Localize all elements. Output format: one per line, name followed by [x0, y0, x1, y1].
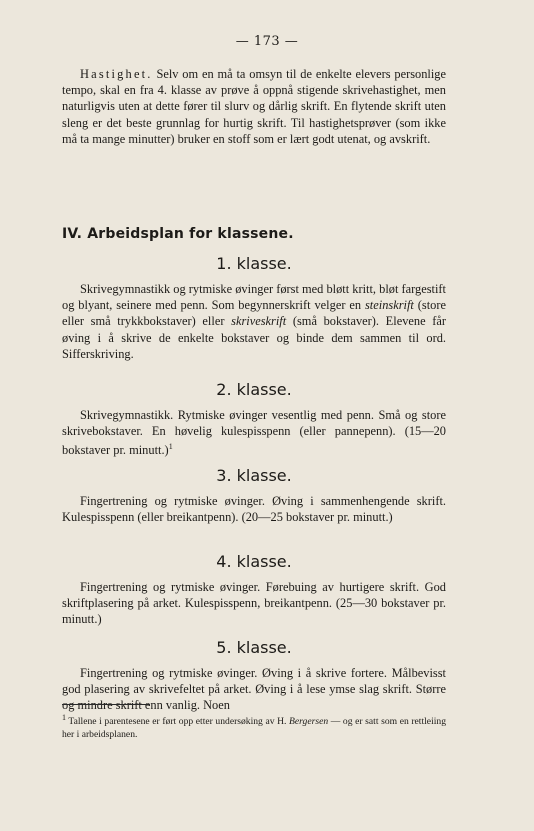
class-4-heading: 4. klasse.: [216, 552, 292, 571]
class-5-text: Fingertrening og rytmiske øvinger. Øving i å skrive fortere. Målbevisst god plasering av skrivefeltet på arket. Øving i å lese ymse slag skrift. Større og mindre skrift enn vanlig. Noen: [62, 666, 446, 713]
class-1-section: [62, 254, 446, 362]
class-1-heading: 1. klasse.: [216, 254, 292, 273]
class-3-text: Fingertrening og rytmiske øvinger. Øving i sammenhengende skrift. Kulespisspenn (eller breikantpenn). (20—25 bokstaver pr. minutt.): [62, 494, 446, 525]
class-2-text: Skrivegymnastikk. Rytmiske øvinger vesentlig med penn. Små og store skrivebokstaver. En høvelig kulespisspenn (eller pannepenn). (15—20 bokstaver pr. minutt.)$^1$: [62, 408, 446, 458]
class-1-text: Skrivegymnastikk og rytmiske øvinger først med bløtt kritt, bløt fargestift og blyant, seinere med penn. Som begynnerskrift velger en steinskrift (store eller små trykkbokstaver) eller skriveskrift (små bokstaver). Elevene får øving i å skrive de enkelte bokstaver og binde dem sammen til ord. Sifferskriving.: [62, 282, 446, 361]
hastighet-body: Selv om en må ta omsyn til de enkelte elevers personlige tempo, skal en fra 4. klasse av prøve å oppnå stigende skrivehastighet, men naturligvis uten at dette fører til slurv og dårlig skrift. En flytende skrift uten sleng er det beste grunnlag for hurtig skrift. Til hastighetsprøver (som ikke må ta mange minutter) bruker en stoff som er lært godt utenat, og avskrift.: [62, 67, 446, 146]
class-5-heading: 5. klasse.: [216, 638, 292, 657]
section-heading: IV. Arbeidsplan for klassene.: [62, 226, 294, 242]
page-number: — 173 —: [235, 34, 299, 49]
footnote-reference: 1: [168, 442, 173, 452]
class-4-text: Fingertrening og rytmiske øvinger. Førebuing av hurtigere skrift. God skriftplasering på arket. Kulespisspenn, breikantpenn. (25—30 bokstaver pr. minutt.): [62, 580, 446, 627]
footnote-mark: 1: [62, 713, 66, 722]
class-4-section: [62, 552, 446, 628]
hastighet-paragraph: [62, 66, 446, 147]
class-2-section: [62, 380, 446, 459]
class-3-section: [62, 466, 446, 525]
section-heading-block: [62, 226, 446, 242]
footnote-rule: [62, 704, 150, 705]
footnote: $^1$ Tallene i parentesene er ført opp etter undersøking av H. Bergersen — og er satt som en rettleiing her i arbeidsplanen.: [62, 713, 446, 740]
hastighet-lead: Hastighet.: [80, 67, 153, 81]
class-2-heading: 2. klasse.: [216, 380, 292, 399]
class-5-section: [62, 638, 446, 714]
class-3-heading: 3. klasse.: [216, 466, 292, 485]
